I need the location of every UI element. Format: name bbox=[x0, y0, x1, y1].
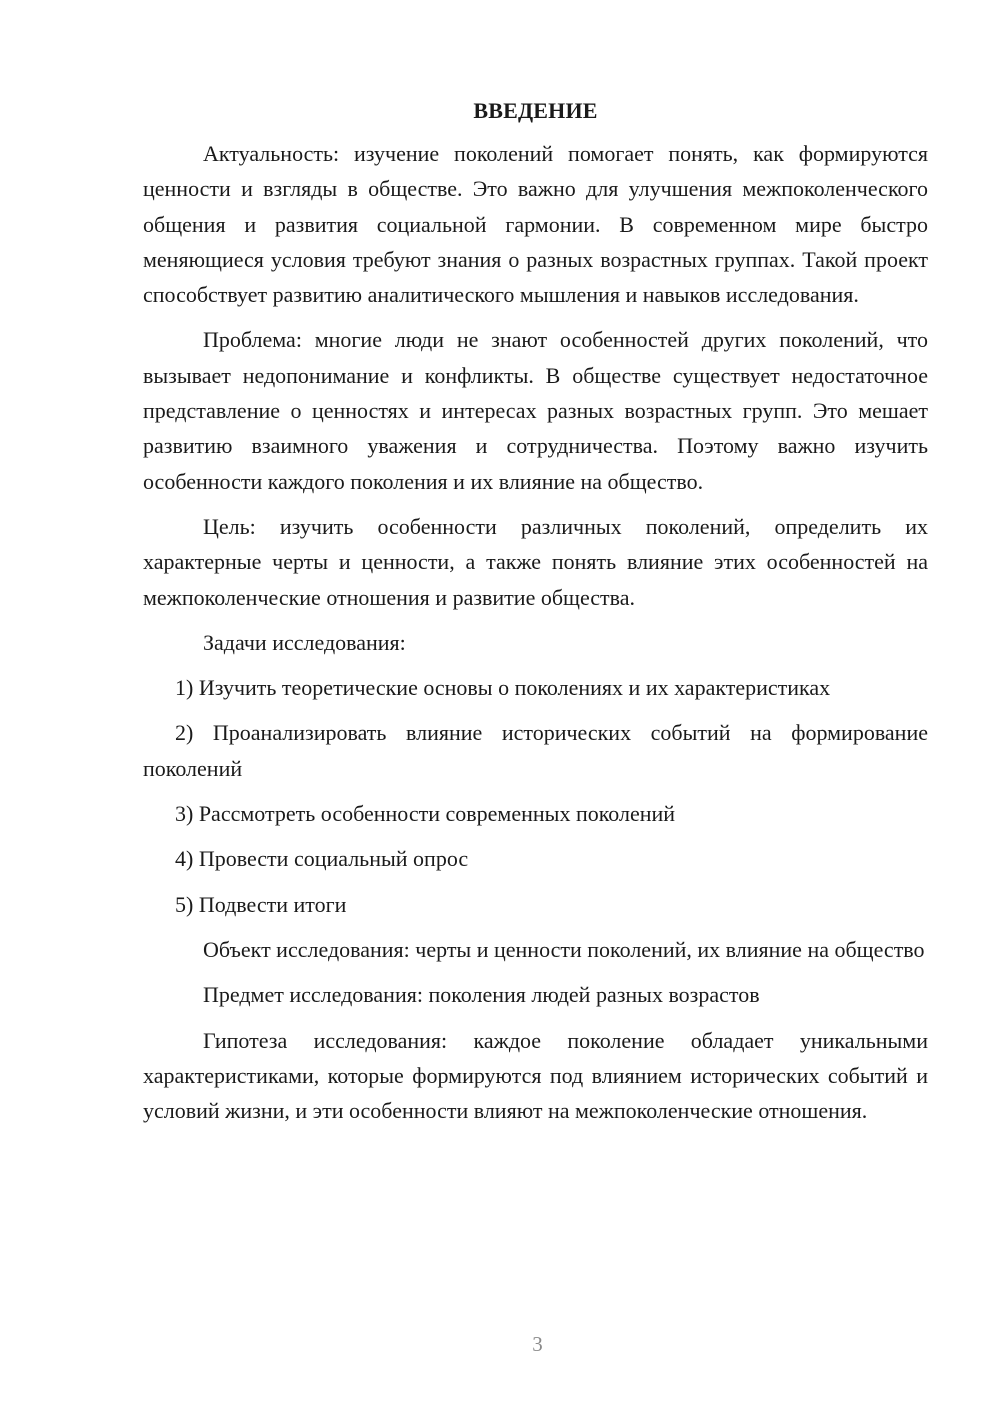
task-item-5: 5) Подвести итоги bbox=[175, 891, 347, 917]
task-item-1: 1) Изучить теоретические основы о поколениях и их характеристиках bbox=[175, 675, 831, 701]
document-page bbox=[143, 96, 928, 1138]
page-number: 3 bbox=[532, 1332, 543, 1356]
subject-paragraph: Предмет исследования: поколения людей разных возрастов bbox=[203, 982, 760, 1008]
tasks-heading: Задачи исследования: bbox=[203, 629, 406, 655]
relevance-paragraph: Актуальность: изучение поколений помогает понять, как формируются ценности и взгляды в обществе. Это важно для улучшения межпоколенческого общения и развития социальной гармонии. В современном мире быстро меняющиеся условия требуют знания о разных возрастных группах. Такой проект способствует развитию аналитического мышления и навыков исследования. bbox=[143, 141, 928, 308]
task-item-4: 4) Провести социальный опрос bbox=[175, 846, 469, 872]
goal-paragraph: Цель: изучить особенности различных поколений, определить их характерные черты и ценности, а также понять влияние этих особенностей на межпоколенческие отношения и развитие общества. bbox=[143, 513, 928, 610]
problem-paragraph: Проблема: многие люди не знают особенностей других поколений, что вызывает недопонимание и конфликты. В обществе существует недостаточное представление о ценностях и интересах разных возрастных групп. Это мешает развитию взаимного уважения и сотрудничества. Поэтому важно изучить особенности каждого поколения и их влияние на общество. bbox=[143, 327, 928, 494]
task-item-2: 2) Проанализировать влияние исторических событий на формирование поколений bbox=[143, 720, 928, 781]
hypothesis-paragraph: Гипотеза исследования: каждое поколение обладает уникальными характеристиками, которые формируются под влиянием исторических событий и условий жизни, и эти особенности влияют на межпоколенческие отношения. bbox=[143, 1027, 928, 1124]
section-heading: ВВЕДЕНИЕ bbox=[473, 98, 598, 123]
task-item-3: 3) Рассмотреть особенности современных поколений bbox=[175, 801, 676, 827]
object-paragraph: Объект исследования: черты и ценности поколений, их влияние на общество bbox=[203, 936, 925, 962]
